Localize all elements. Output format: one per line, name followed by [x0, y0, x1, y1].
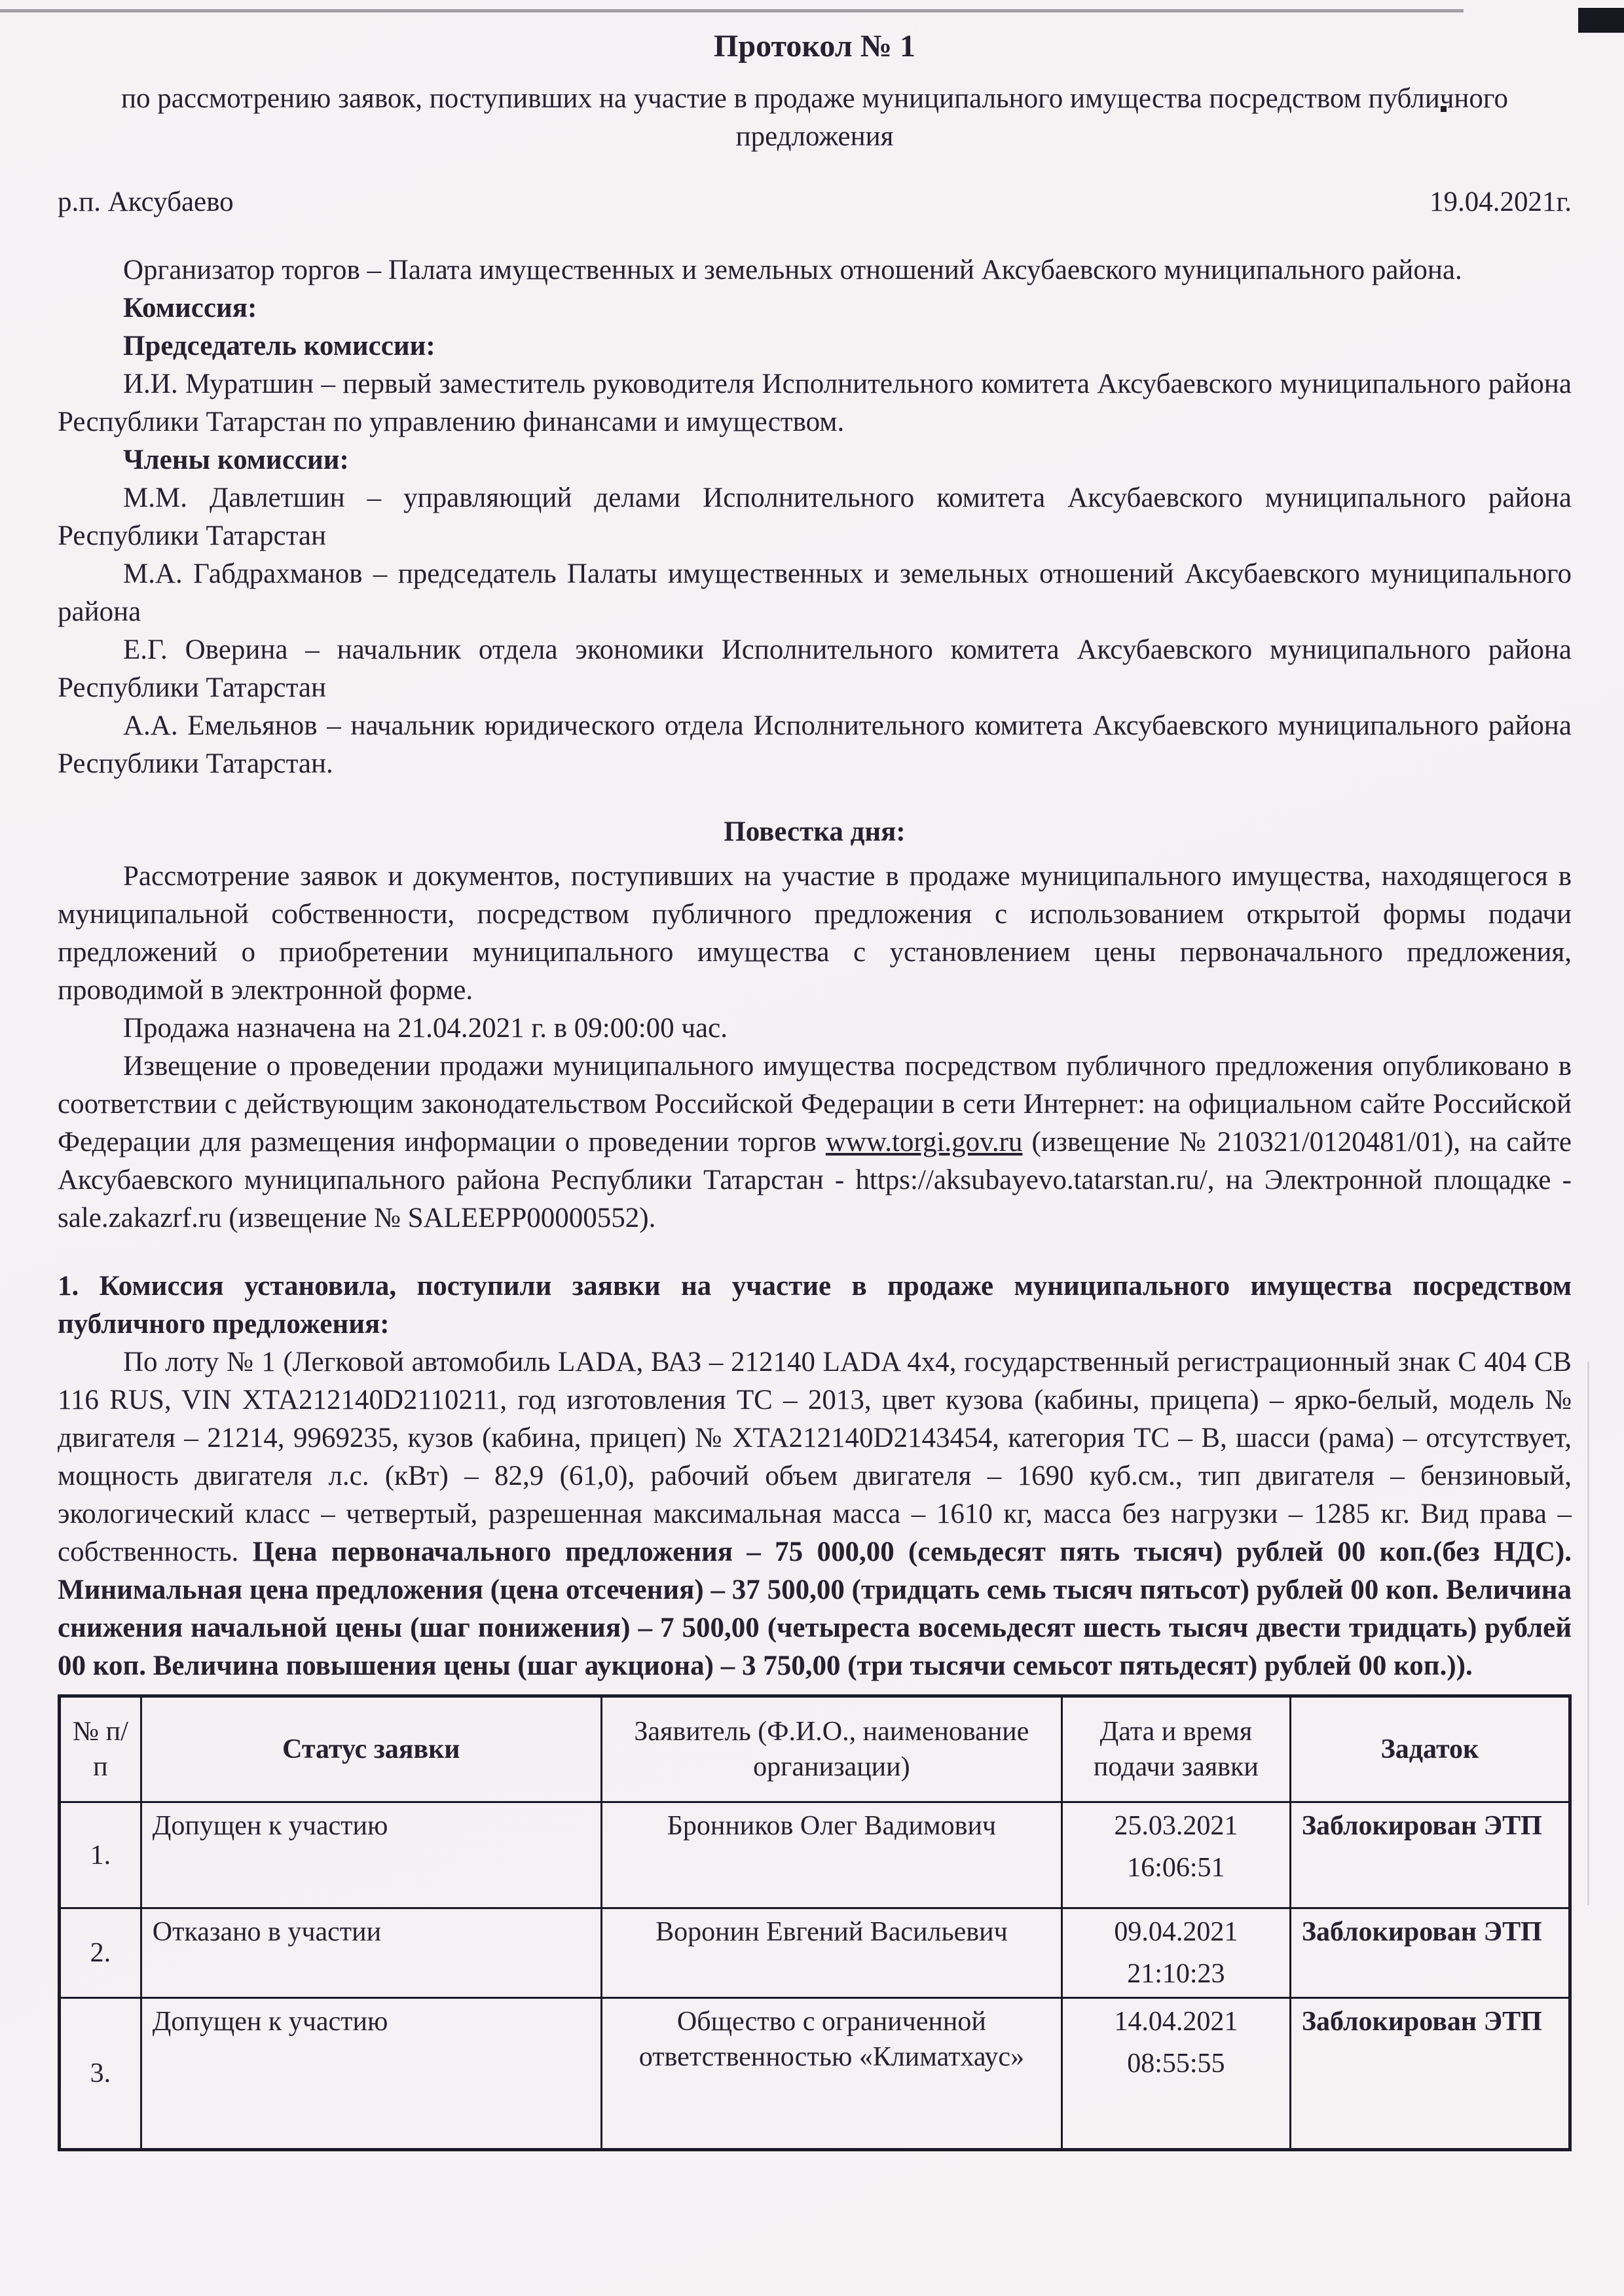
chairman-label: Председатель комиссии:	[123, 331, 435, 361]
cell-deposit: Заблокирован ЭТП	[1290, 1998, 1570, 2150]
table-header-row	[60, 1696, 1570, 1802]
cell-date: 14.04.2021	[1114, 2007, 1238, 2037]
organizer-paragraph: Организатор торгов – Палата имущественных и земельных отношений Аксубаевского муниципального района.	[123, 255, 1462, 285]
member-paragraph: Е.Г. Оверина – начальник отдела экономики Исполнительного комитета Аксубаевского муниципального района Республики Татарстан	[58, 634, 1572, 703]
table-row	[60, 1908, 1570, 1998]
cell-applicant: Воронин Евгений Васильевич	[601, 1908, 1061, 1998]
cell-deposit: Заблокирован ЭТП	[1290, 1908, 1570, 1998]
cell-date: 09.04.2021	[1114, 1917, 1238, 1947]
doc-place: р.п. Аксубаево	[58, 187, 234, 217]
member-paragraph: М.М. Давлетшин – управляющий делами Исполнительного комитета Аксубаевского муниципального района Республики Татарстан	[58, 483, 1572, 551]
col-header-status: Статус заявки	[141, 1696, 601, 1802]
applications-table	[58, 1694, 1572, 2151]
cell-date: 25.03.2021	[1114, 1811, 1238, 1841]
col-header-deposit: Задаток	[1290, 1696, 1570, 1802]
member-paragraph: М.А. Габдрахманов – председатель Палаты имущественных и земельных отношений Аксубаевского муниципального района	[58, 558, 1572, 627]
agenda-heading: Повестка дня:	[724, 816, 906, 847]
col-header-number: № п/п	[60, 1696, 141, 1802]
cell-status: Допущен к участию	[141, 1802, 601, 1908]
notice-text-before: Извещение о проведении продажи муниципального имущества посредством публичного предложения опубликовано в соответствии с действующим законодательством Российской Федерации в сети Интернет: на официальном сайте Российской Федерации для размещения информации о проведении торгов	[58, 1051, 1572, 1157]
cell-datetime	[1061, 1908, 1290, 1998]
cell-status: Отказано в участии	[141, 1908, 601, 1998]
torgi-gov-link: www.torgi.gov.ru	[825, 1127, 1023, 1157]
notice-text-after: (извещение № 210321/0120481/01), на сайте Аксубаевского муниципального района Республики Татарстан - https://aksubayevo.tatarstan.ru/, на Электронной площадке - sale.zakazrf.ru (извещение № SALEEPP00000552).	[58, 1127, 1572, 1233]
cell-status: Допущен к участию	[141, 1998, 601, 2150]
section1-heading: 1. Комиссия установила, поступили заявки на участие в продаже муниципального имущества посредством публичного предложения:	[58, 1271, 1572, 1339]
cell-number: 2.	[60, 1908, 141, 1998]
lot-paragraph	[58, 1343, 1572, 1685]
cell-time: 08:55:55	[1127, 2049, 1225, 2079]
scan-corner-artifact	[1578, 8, 1624, 33]
cell-applicant: Общество с ограниченной ответственностью «Климатхаус»	[601, 1998, 1061, 2150]
cell-datetime	[1061, 1802, 1290, 1908]
commission-label: Комиссия:	[123, 293, 257, 323]
lot-description: По лоту № 1 (Легковой автомобиль LADA, ВАЗ – 212140 LADA 4х4, государственный регистрационный знак С 404 СВ 116 RUS, VIN ХТА212140D2110211, год изготовления ТС – 2013, цвет кузова (кабины, прицепа) – ярко-белый, модель № двигателя – 21214, 9969235, кузов (кабина, прицеп) № ХТА212140D2143454, категория ТС – В, шасси (рама) – отсутствует, мощность двигателя л.с. (кВт) – 82,9 (61,0), рабочий объем двигателя – 1690 куб.см., тип двигателя – бензиновый, экологический класс – четвертый, разрешенная максимальная масса – 1610 кг, масса без нагрузки – 1285 кг. Вид права – собственность.	[58, 1347, 1572, 1567]
col-header-datetime: Дата и время подачи заявки	[1061, 1696, 1290, 1802]
cell-deposit: Заблокирован ЭТП	[1290, 1802, 1570, 1908]
agenda-paragraph: Рассмотрение заявок и документов, поступивших на участие в продаже муниципального имущества, находящегося в муниципальной собственности, посредством публичного предложения с использованием открытой формы подачи предложений о приобретении муниципального имущества с установлением цены первоначального предложения, проводимой в электронной форме.	[58, 861, 1572, 1006]
page-title: Протокол № 1	[714, 29, 915, 64]
doc-subtitle: по рассмотрению заявок, поступивших на участие в продаже муниципального имущества посредством публичного предложения	[121, 83, 1508, 152]
cell-number: 1.	[60, 1802, 141, 1908]
members-label: Члены комиссии:	[123, 445, 349, 475]
cell-time: 16:06:51	[1127, 1853, 1225, 1883]
cell-applicant: Бронников Олег Вадимович	[601, 1802, 1061, 1908]
sale-date-paragraph: Продажа назначена на 21.04.2021 г. в 09:00:00 час.	[123, 1013, 728, 1044]
place-date-row	[58, 183, 1572, 221]
scan-edge-artifact	[0, 9, 1464, 12]
cell-number: 3.	[60, 1998, 141, 2150]
notice-paragraph	[58, 1048, 1572, 1237]
table-row	[60, 1802, 1570, 1908]
table-row	[60, 1998, 1570, 2150]
col-header-applicant: Заявитель (Ф.И.О., наименование организации)	[601, 1696, 1061, 1802]
doc-date: 19.04.2021г.	[1429, 187, 1572, 217]
scan-fold-artifact	[1587, 1362, 1589, 1905]
cell-time: 21:10:23	[1127, 1959, 1225, 1989]
member-paragraph: А.А. Емельянов – начальник юридического отдела Исполнительного комитета Аксубаевского муниципального района Республики Татарстан.	[58, 710, 1572, 779]
document-content	[58, 27, 1572, 2151]
lot-price-terms: Цена первоначального предложения – 75 000,00 (семьдесят пять тысяч) рублей 00 коп.(без НДС). Минимальная цена предложения (цена отсечения) – 37 500,00 (тридцать семь тысяч пятьсот) рублей 00 коп. Величина снижения начальной цены (шаг понижения) – 7 500,00 (четыреста восемьдесят шесть тысяч двести тридцать) рублей 00 коп. Величина повышения цены (шаг аукциона) – 3 750,00 (три тысячи семьсот пятьдесят) рублей 00 коп.)).	[58, 1537, 1572, 1681]
cell-datetime	[1061, 1998, 1290, 2150]
chairman-paragraph: И.И. Муратшин – первый заместитель руководителя Исполнительного комитета Аксубаевского муниципального района Республики Татарстан по управлению финансами и имуществом.	[58, 369, 1572, 437]
